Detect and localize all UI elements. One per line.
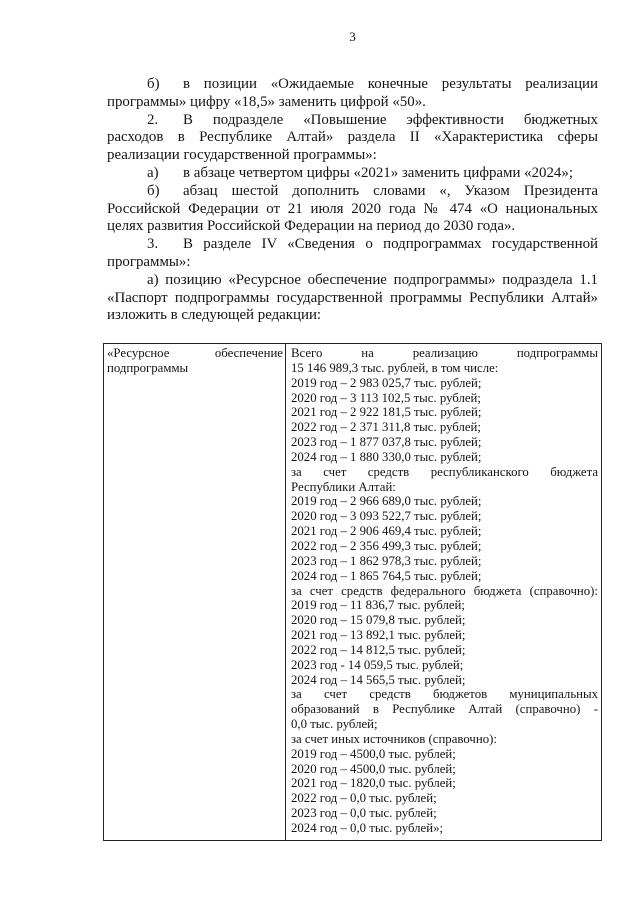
resource-label-line: подпрограммы [107, 360, 189, 375]
resource-amount-line: 2019 год – 2 966 689,0 тыс. рублей; [291, 494, 482, 509]
paragraph-line [107, 218, 598, 236]
resource-amount-line: 2020 год – 3 093 522,7 тыс. рублей; [291, 509, 482, 524]
paragraph-line-text: изложить в следующей редакции: [107, 307, 322, 324]
resource-amount-line: 2020 год – 3 113 102,5 тыс. рублей; [291, 390, 481, 405]
resource-amount-line: 2020 год – 4500,0 тыс. рублей; [291, 761, 456, 776]
paragraph-line [107, 236, 598, 254]
resource-amount-line: 2024 год – 1 865 764,5 тыс. рублей; [291, 568, 482, 583]
resource-amount-line: за счет иных источников (справочно): [291, 731, 497, 746]
list-marker: 3. [147, 236, 159, 253]
resource-amount-line: 2024 год – 1 880 330,0 тыс. рублей; [291, 449, 482, 464]
paragraph-line-text: расходов в Республике Алтай» раздела II «Характеристика сферы [107, 129, 598, 146]
resource-amount-line: 2024 год – 14 565,5 тыс. рублей; [291, 672, 466, 687]
paragraph-line [107, 307, 598, 325]
resource-label-line: «Ресурсное обеспечение [107, 346, 283, 360]
paragraph-line [107, 129, 598, 147]
resource-amount-line: Республики Алтай: [291, 479, 396, 494]
paragraph-line [107, 272, 598, 290]
resource-amount-line: 2019 год – 2 983 025,7 тыс. рублей; [291, 375, 482, 390]
resource-amount-line: 2022 год – 14 812,5 тыс. рублей; [291, 642, 466, 657]
resource-amount-line: 2021 год – 13 892,1 тыс. рублей; [291, 628, 466, 643]
resource-amount-line: 15 146 989,3 тыс. рублей, в том числе: [291, 360, 499, 375]
resource-amount-line: 2022 год – 2 356 499,3 тыс. рублей; [291, 538, 482, 553]
resource-label-cell [104, 344, 286, 840]
paragraph-line-text: в позиции «Ожидаемые конечные результаты реализации [183, 76, 598, 92]
resource-amount-line: 2023 год – 1 862 978,3 тыс. рублей; [291, 553, 482, 568]
resource-amount-line: 2023 год - 14 059,5 тыс. рублей; [291, 657, 464, 672]
resource-amount-line: 2019 год – 4500,0 тыс. рублей; [291, 746, 456, 761]
resource-amount-line: за счет средств федерального бюджета (справочно): [291, 583, 598, 598]
page-number: 3 [349, 29, 356, 44]
list-marker: 2. [147, 111, 159, 128]
resource-amount-line: 2021 год – 2 906 469,4 тыс. рублей; [291, 524, 482, 539]
paragraph-line [107, 76, 598, 94]
amendment-text [107, 76, 598, 325]
resource-amount-line: 2020 год – 15 079,8 тыс. рублей; [291, 613, 466, 628]
paragraph-line-text: В разделе IV «Сведения о подпрограммах государственной [183, 236, 598, 253]
paragraph-line [107, 94, 598, 112]
paragraph-line-text: В подразделе «Повышение эффективности бюджетных [183, 111, 598, 128]
resource-amount-line: 2021 год – 1820,0 тыс. рублей; [291, 776, 456, 791]
resource-amount-line: 0,0 тыс. рублей; [291, 717, 378, 732]
paragraph-line [107, 112, 598, 130]
list-marker: б) [147, 76, 160, 92]
paragraph-line [107, 290, 598, 308]
paragraph-line [107, 147, 598, 165]
paragraph-line [107, 254, 598, 272]
resource-amount-line: Всего на реализацию подпрограммы [291, 346, 598, 360]
list-marker: а) [147, 164, 159, 181]
paragraph-line [107, 183, 598, 201]
resource-amount-line: за счет средств республиканского бюджета [291, 464, 598, 479]
paragraph-line-text: а) позицию «Ресурсное обеспечение подпрограммы» подраздела 1.1 [147, 271, 598, 288]
paragraph-line-text: Российской Федерации от 21 июля 2020 года № 474 «О национальных [107, 200, 598, 217]
resource-amount-line: 2019 год – 11 836,7 тыс. рублей; [291, 598, 465, 613]
resource-amount-line: 2023 год – 1 877 037,8 тыс. рублей; [291, 435, 482, 450]
resource-value-cell [286, 344, 601, 840]
paragraph-line-text: программы»: [107, 253, 191, 270]
resource-amount-line: 2022 год – 2 371 311,8 тыс. рублей; [291, 420, 481, 435]
paragraph-line-text: целях развития Российской Федерации на период до 2030 года». [107, 218, 516, 235]
paragraph-line-text: реализации государственной программы»: [107, 147, 377, 164]
paragraph-line [107, 165, 598, 183]
resource-amount-line: образований в Республике Алтай (справочно) - [291, 702, 598, 717]
paragraph-line-text: абзац шестой дополнить словами «, Указом Президента [183, 182, 598, 199]
paragraph-line-text: в абзаце четвертом цифры «2021» заменить цифрами «2024»; [183, 164, 573, 181]
subprogram-resources-table [103, 343, 602, 841]
resource-amount-line: 2023 год – 0,0 тыс. рублей; [291, 806, 437, 821]
paragraph-line-text: «Паспорт подпрограммы государственной программы Республики Алтай» [107, 289, 598, 306]
paragraph-line [107, 201, 598, 219]
paragraph-line-text: программы» цифру «18,5» заменить цифрой «50». [107, 93, 426, 110]
resource-amount-line: за счет средств бюджетов муниципальных [291, 687, 598, 702]
resource-amount-line: 2022 год – 0,0 тыс. рублей; [291, 791, 437, 806]
resource-amount-line: 2021 год – 2 922 181,5 тыс. рублей; [291, 405, 482, 420]
list-marker: б) [147, 182, 160, 199]
resource-amount-line: 2024 год – 0,0 тыс. рублей»; [291, 821, 444, 835]
